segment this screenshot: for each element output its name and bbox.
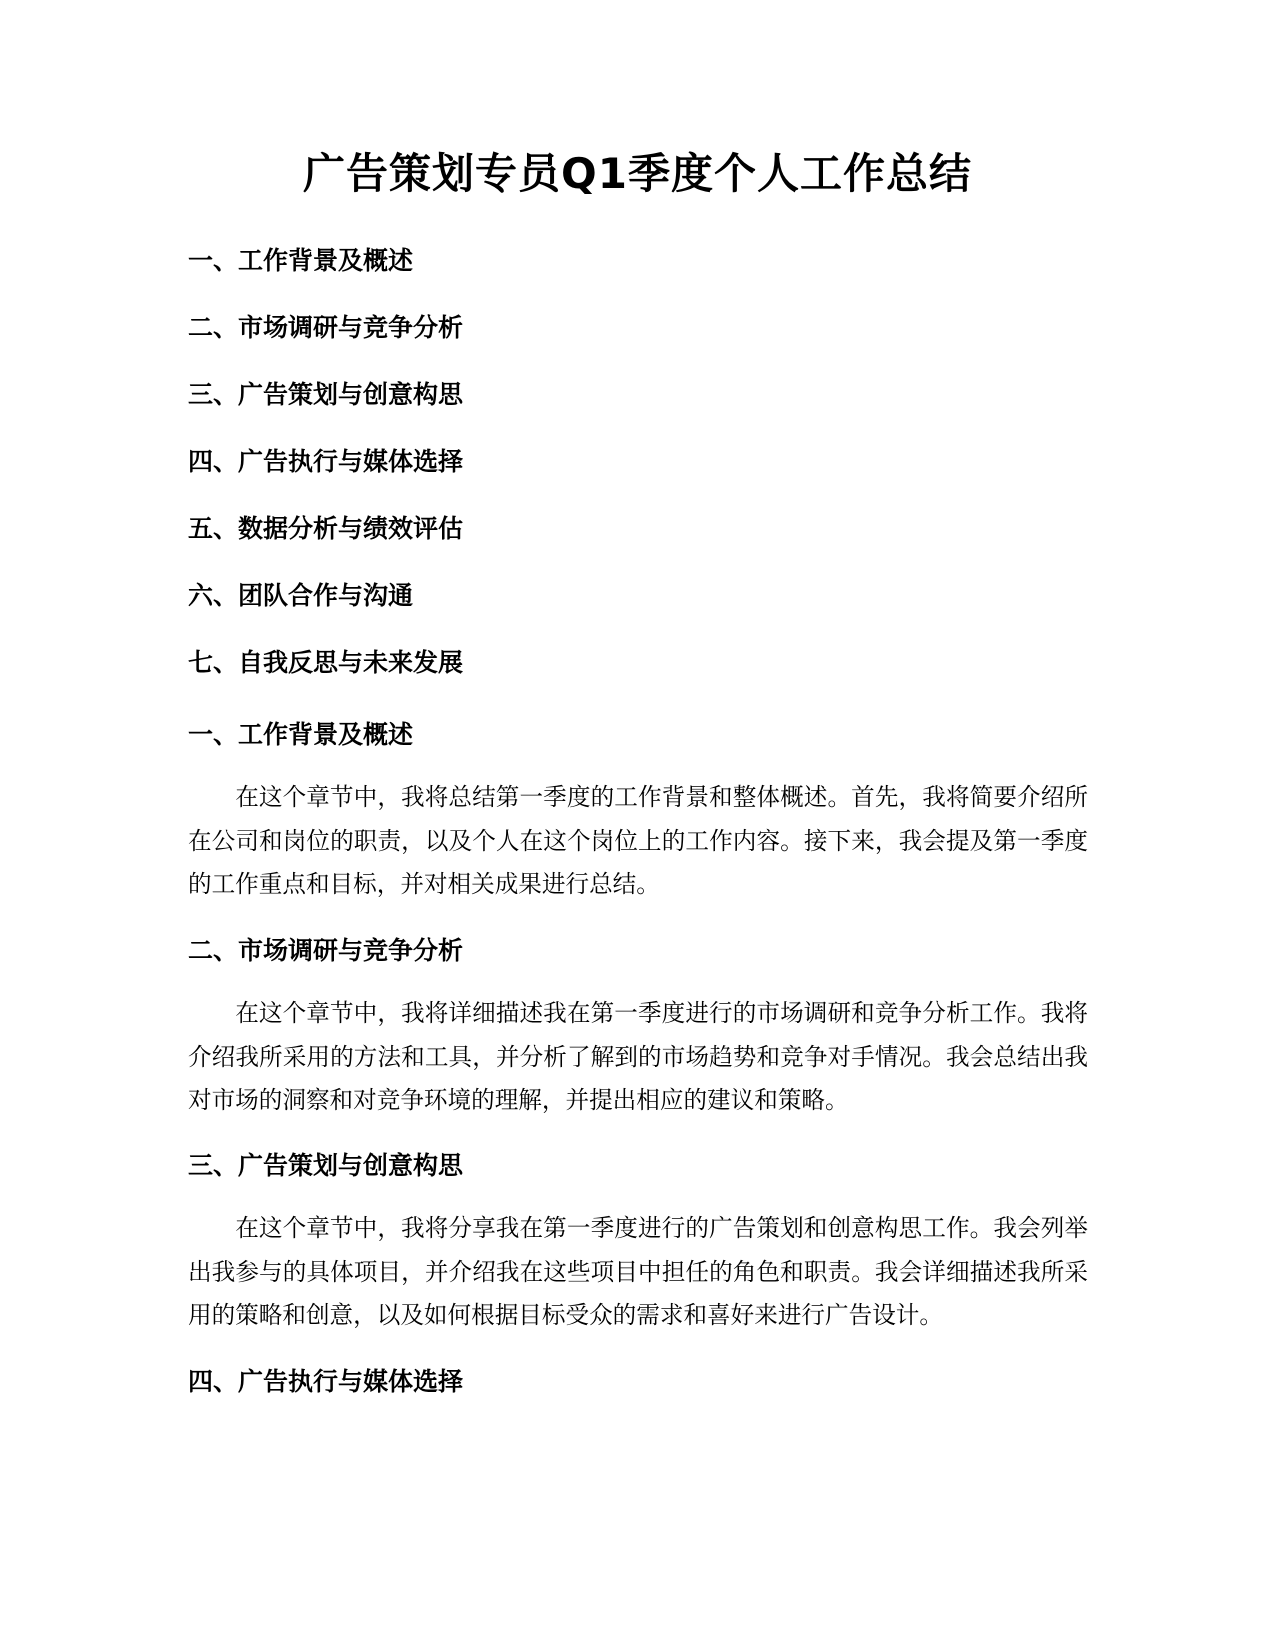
toc-item — [188, 311, 1088, 378]
toc-item — [188, 378, 1088, 445]
toc-item-label: 三、广告策划与创意构思 — [188, 380, 464, 409]
section-ad-planning — [188, 1149, 1088, 1338]
toc-item — [188, 244, 1088, 311]
section-heading: 一、工作背景及概述 — [188, 720, 414, 749]
section-paragraph: 在这个章节中，我将详细描述我在第一季度进行的市场调研和竞争分析工作。我将介绍我所采用的方法和工具，并分析了解到的市场趋势和竞争对手情况。我会总结出我对市场的洞察和对竞争环境的理解，并提出相应的建议和策略。 — [188, 999, 1088, 1114]
section-heading: 四、广告执行与媒体选择 — [188, 1367, 464, 1396]
table-of-contents — [188, 244, 1088, 713]
toc-item-label: 七、自我反思与未来发展 — [188, 648, 464, 677]
toc-item — [188, 445, 1088, 512]
section-ad-execution — [188, 1365, 1088, 1399]
section-heading: 三、广告策划与创意构思 — [188, 1151, 464, 1180]
toc-item-label: 四、广告执行与媒体选择 — [188, 447, 464, 476]
section-paragraph: 在这个章节中，我将总结第一季度的工作背景和整体概述。首先，我将简要介绍所在公司和岗位的职责，以及个人在这个岗位上的工作内容。接下来，我会提及第一季度的工作重点和目标，并对相关成果进行总结。 — [188, 783, 1088, 898]
toc-item — [188, 579, 1088, 646]
toc-item-label: 一、工作背景及概述 — [188, 246, 414, 275]
toc-item-label: 二、市场调研与竞争分析 — [188, 313, 464, 342]
section-paragraph: 在这个章节中，我将分享我在第一季度进行的广告策划和创意构思工作。我会列举出我参与的具体项目，并介绍我在这些项目中担任的角色和职责。我会详细描述我所采用的策略和创意，以及如何根据目标受众的需求和喜好来进行广告设计。 — [188, 1214, 1088, 1329]
toc-item — [188, 646, 1088, 713]
toc-item-label: 六、团队合作与沟通 — [188, 581, 414, 610]
document-title: 广告策划专员Q1季度个人工作总结 — [303, 149, 972, 198]
toc-item-label: 五、数据分析与绩效评估 — [188, 514, 464, 543]
section-market-research — [188, 934, 1088, 1123]
section-heading: 二、市场调研与竞争分析 — [188, 936, 464, 965]
toc-item — [188, 512, 1088, 579]
section-work-background — [188, 718, 1088, 907]
